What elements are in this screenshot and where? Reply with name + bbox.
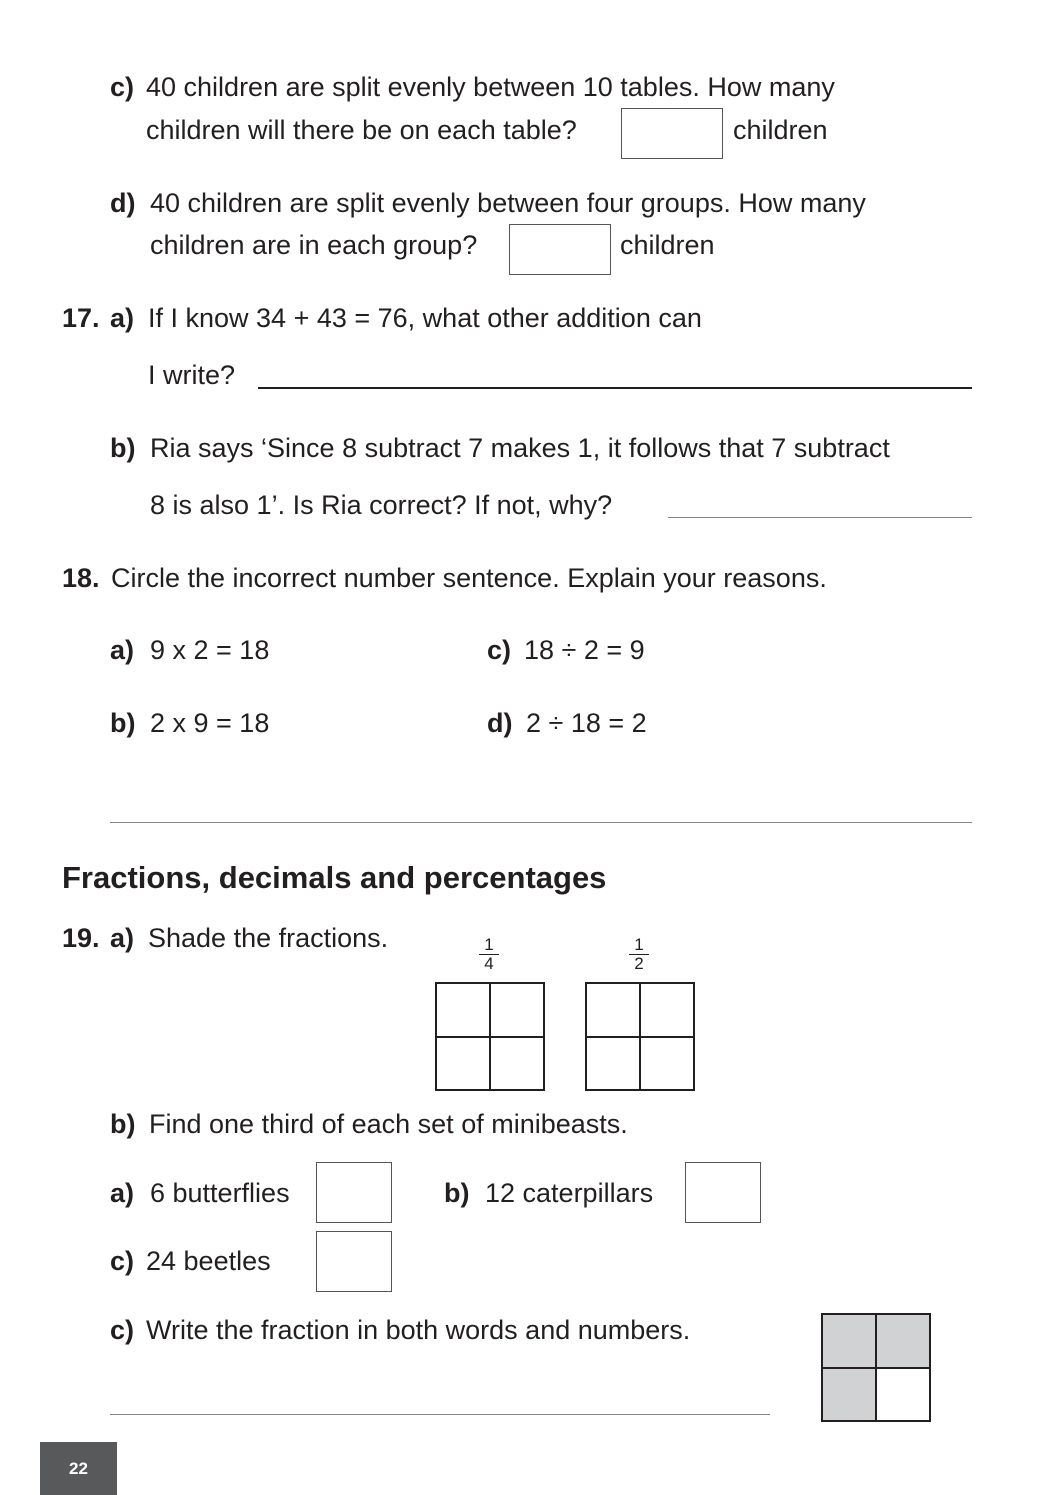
q17a-text: If I know 34 + 43 = 76, what other addition can [148,303,702,333]
q16c-text-2: children will there be on each table? [146,115,577,145]
q19b-a-text: 6 butterflies [150,1178,290,1208]
q19b-c-text: 24 beetles [146,1246,271,1276]
q19c-answer-line[interactable] [110,1414,770,1415]
q18b-sentence[interactable]: 2 x 9 = 18 [150,708,270,738]
q16d-label: d) [110,188,136,218]
page-number: 22 [40,1442,117,1495]
q16c-unit: children [733,115,828,145]
section-heading: Fractions, decimals and percentages [62,860,607,895]
q16d-text: 40 children are split evenly between four groups. How many [150,188,866,218]
q19b-text: Find one third of each set of minibeasts. [149,1109,628,1139]
q19b-label: b) [110,1109,136,1139]
q18-prompt: Circle the incorrect number sentence. Explain your reasons. [111,563,827,593]
grid-cell[interactable] [436,983,490,1037]
q19b-b-label: b) [444,1178,470,1208]
q18c-label: c) [487,635,512,665]
grid-cell[interactable] [640,983,694,1037]
q18-answer-line[interactable] [110,822,972,823]
q16c-text: 40 children are split evenly between 10 tables. How many [146,72,835,102]
q18b-label: b) [110,708,136,738]
q17b-label: b) [110,433,136,463]
q16d-answer-box[interactable] [509,224,611,275]
q18d-sentence[interactable]: 2 ÷ 18 = 2 [526,708,647,738]
q19c-label: c) [110,1315,135,1345]
q19a-label: a) [110,923,135,953]
grid-cell[interactable] [490,983,544,1037]
q18a-sentence[interactable]: 9 x 2 = 18 [150,635,270,665]
q19c-text: Write the fraction in both words and numbers. [146,1315,691,1345]
q17a-answer-line[interactable] [258,387,972,389]
fraction-one-quarter [479,936,499,973]
q17b-text-2: 8 is also 1’. Is Ria correct? If not, why? [150,490,613,520]
q19b-c-label: c) [110,1246,135,1276]
q16c-label: c) [110,72,135,102]
grid-cell[interactable] [586,1037,640,1091]
q17a-label: a) [110,303,135,333]
fraction-one-half [629,936,649,973]
q19-number: 19. [62,923,100,953]
grid-cell-shaded [822,1368,876,1422]
q17-number: 17. [62,303,100,333]
q18c-sentence[interactable]: 18 ÷ 2 = 9 [524,635,645,665]
fraction-numerator: 1 [479,936,499,955]
q19b-a-label: a) [110,1178,135,1208]
q17a-text-2: I write? [148,360,236,390]
q19b-b-text: 12 caterpillars [485,1178,654,1208]
grid-cell-shaded [822,1314,876,1368]
q16c-answer-box[interactable] [621,108,723,159]
shade-grid-half[interactable] [585,982,695,1091]
q16d-unit: children [620,230,715,260]
grid-cell[interactable] [490,1037,544,1091]
grid-cell[interactable] [640,1037,694,1091]
q18d-label: d) [487,708,513,738]
fraction-denominator: 4 [484,954,494,973]
fraction-denominator: 2 [634,954,644,973]
grid-cell[interactable] [586,983,640,1037]
q17b-text: Ria says ‘Since 8 subtract 7 makes 1, it follows that 7 subtract [150,433,890,463]
shade-grid-quarter[interactable] [435,982,545,1091]
butterflies-answer-box[interactable] [316,1162,392,1223]
beetles-answer-box[interactable] [316,1231,392,1292]
grid-cell[interactable] [436,1037,490,1091]
grid-cell [876,1368,930,1422]
q18a-label: a) [110,635,135,665]
q16d-text-2: children are in each group? [150,230,478,260]
caterpillars-answer-box[interactable] [685,1162,761,1223]
q17b-answer-line[interactable] [668,517,972,518]
grid-cell-shaded [876,1314,930,1368]
fraction-numerator: 1 [629,936,649,955]
shaded-fraction-grid [821,1313,931,1422]
q19a-text: Shade the fractions. [148,923,389,953]
q18-number: 18. [62,563,100,593]
